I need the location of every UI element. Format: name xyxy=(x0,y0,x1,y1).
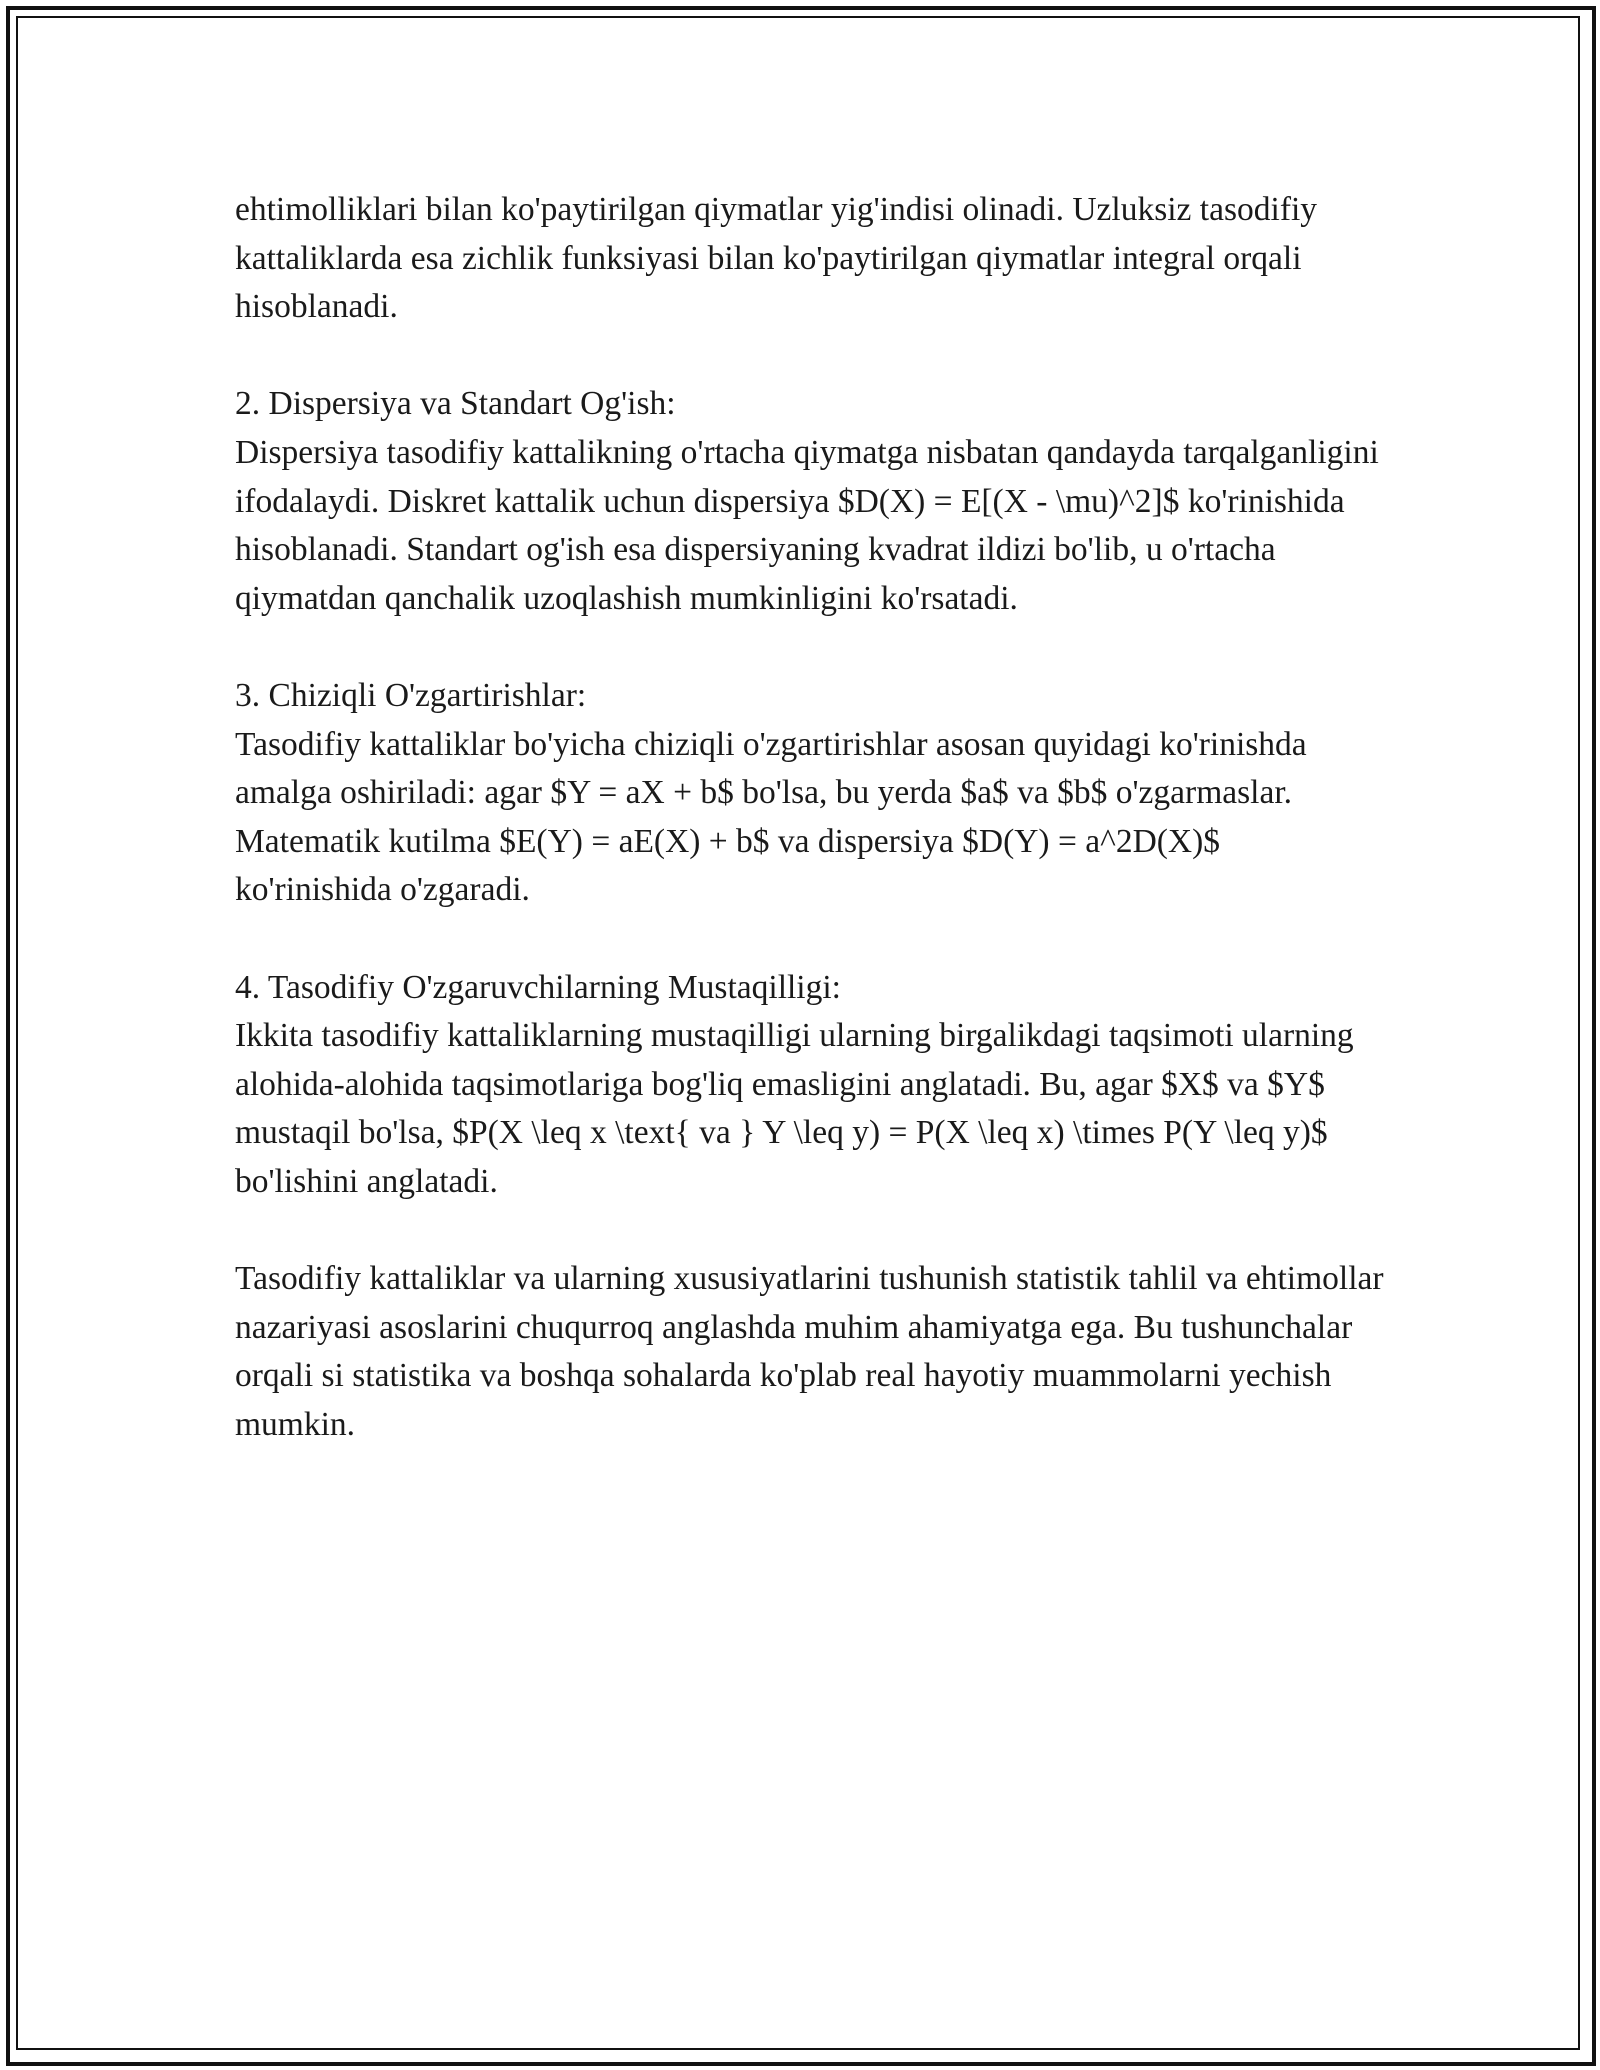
section-body: Dispersiya tasodifiy kattalikning o'rtacha qiymatga nisbatan qandayda tarqalganligini ifodalaydi. Diskret kattalik uchun dispersiya $D(X) = E[(X - \mu)^2]$ ko'rinishida hisoblanadi. Standart og'ish esa dispersiyaning kvadrat ildizi bo'lib, u o'rtacha qiymatdan qanchalik uzoqlashish mumkinligini ko'rsatadi. xyxy=(235,433,1379,617)
section-heading: 2. Dispersiya va Standart Og'ish: xyxy=(235,385,676,423)
section-heading: 3. Chiziqli O'zgartirishlar: xyxy=(235,676,587,714)
section-linear-transformations xyxy=(235,672,1385,915)
document-body xyxy=(235,186,1385,1449)
intro-paragraph: ehtimolliklari bilan ko'paytirilgan qiymatlar yig'indisi olinadi. Uzluksiz tasodifiy kattaliklarda esa zichlik funksiyasi bilan ko'paytirilgan qiymatlar integral orqali hisoblanadi. xyxy=(235,191,1318,326)
section-body: Ikkita tasodifiy kattaliklarning mustaqilligi ularning birgalikdagi taqsimoti ularning alohida-alohida taqsimotlariga bog'liq emasligini anglatadi. Bu, agar $X$ va $Y$ mustaqil bo'lsa, $P(X \leq x \text{ va } Y \leq y) = P(X \leq x) \times P(Y \leq y)$ bo'lishini anglatadi. xyxy=(235,1017,1354,1200)
section-dispersion xyxy=(235,380,1385,623)
section-heading: 4. Tasodifiy O'zgaruvchilarning Mustaqilligi: xyxy=(235,968,841,1006)
section-body: Tasodifiy kattaliklar bo'yicha chiziqli o'zgartirishlar asosan quyidagi ko'rinishda amalga oshiriladi: agar $Y = aX + b$ bo'lsa, bu yerda $a$ va $b$ o'zgarmaslar. Matematik kutilma $E(Y) = aE(X) + b$ va dispersiya $D(Y) = a^2D(X)$ ko'rinishida o'zgaradi. xyxy=(235,725,1307,909)
section-independence xyxy=(235,964,1385,1207)
conclusion-paragraph: Tasodifiy kattaliklar va ularning xususiyatlarini tushunish statistik tahlil va ehtimollar nazariyasi asoslarini chuqurroq anglashda muhim ahamiyatga ega. Bu tushunchalar orqali si statistika va boshqa sohalarda ko'plab real hayotiy muammolarni yechish mumkin. xyxy=(235,1260,1384,1443)
